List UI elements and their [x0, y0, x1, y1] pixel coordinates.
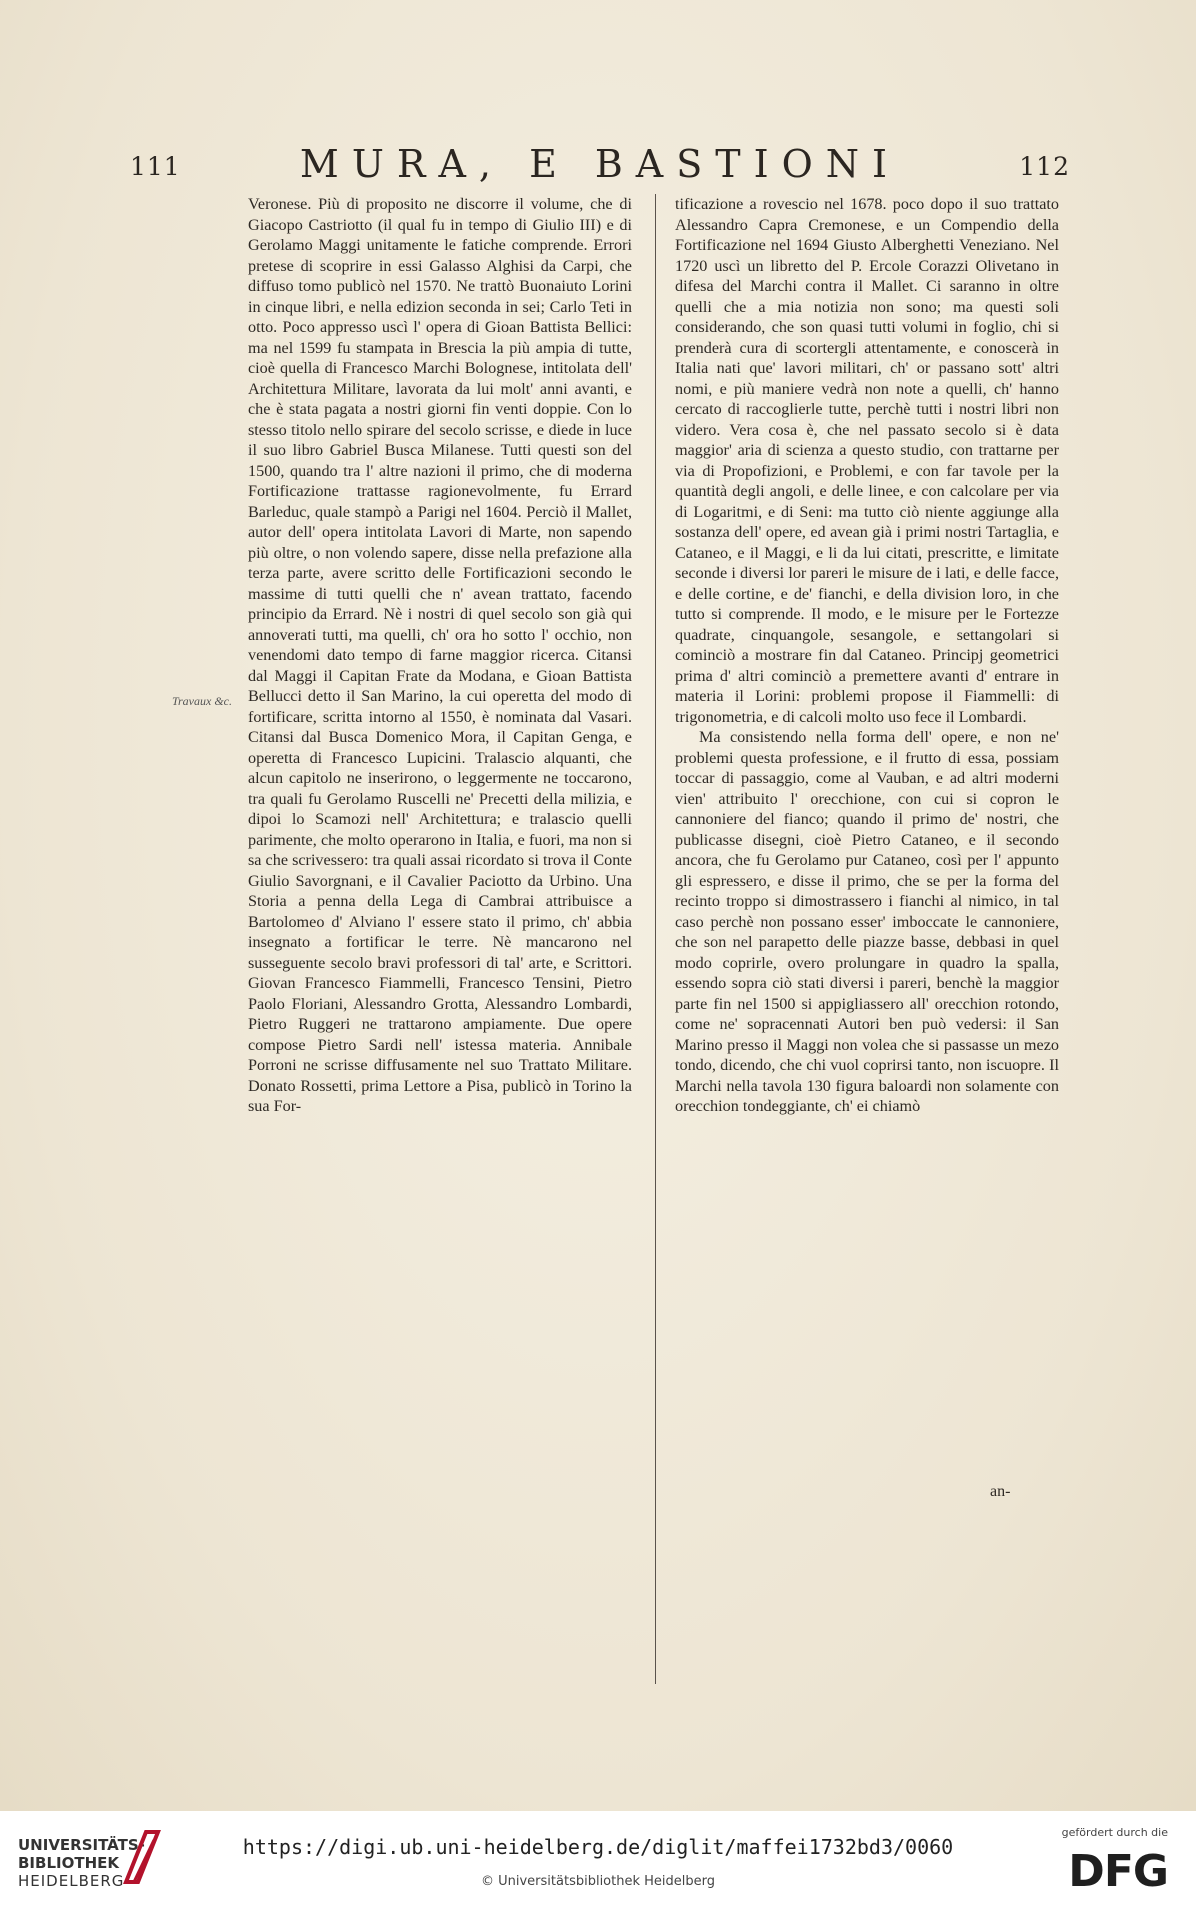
paragraph: tificazione a rovescio nel 1678. poco dopo il suo trattato Alessandro Capra Cremonese, e un Compendio della Fortificazione nel 1694 Giusto Alberghetti Veneziano. Nel 1720 uscì un libretto del P. Ercole Corazzi Olivetano in difesa del Marchi contra il Mallet. Ci saranno in oltre quelli che a mia notizia non sono; ma questi soli considerando, che son quasi tutti volumi in foglio, chi si prenderà cura di scortergli attentamente, e conoscerà in Italia nati que' lavori militari, ch' or passano sott' altri nomi, e più maniere vedrà non note a quelli, ch' hanno cercato di raccoglierle tutte, perchè tutti i nostri libri non videro. Vera cosa è, che nel passato secolo si è data maggior' aria di scienza a questo studio, con trattarne per via di Propofizioni, e Problemi, e con far tavole per la quantità degli angoli, e delle linee, e con calcolare per via di Logaritmi, e di Seni: ma tutto ciò niente aggiunge alla sostanza dell' opere, ed avean già i primi nostri Tartaglia, e Cataneo, e il Maggi, e li da lui citati, prescritte, e limitate seconde i diversi lor pareri le misure de i lati, e delle facce, e delle cortine, e de' fianchi, e della division loro, in che tutto si comprende. Il modo, e le misure per le Fortezze quadrate, cinquangole, sesangole, e settangolari si cominciò a mostrare fin dal Cataneo. Principj geometrici prima d' altri cominciò a premettere avanti d' entrare in materia il Lorini: problemi propose il Fiammelli: di trigonometria, e di calcoli molto uso fece il Lombardi.: [675, 195, 1059, 726]
permalink-url[interactable]: https://digi.ub.uni-heidelberg.de/diglit/maffei1732bd3/0060: [242, 1835, 954, 1859]
page-number-right: 112: [1019, 152, 1070, 181]
logo-line: UNIVERSITÄTS-: [18, 1836, 145, 1854]
left-column: [248, 194, 632, 1117]
logo-line: HEIDELBERG: [18, 1872, 125, 1890]
funding-note: gefördert durch die: [1061, 1826, 1168, 1839]
copyright-notice: © Universitätsbibliothek Heidelberg: [480, 1874, 715, 1889]
page-header: [130, 142, 1070, 190]
column-divider: [655, 194, 656, 1684]
paragraph: Ma consistendo nella forma dell' opere, e non ne' problemi questa professione, e il frutto di essa, possiam toccar di passaggio, come al Vauban, e ad altri moderni vien' attribuito l' orecchione, con cui si copron le cannoniere del fianco; quando il primo de' nostri, che publicasse disegni, cioè Pietro Cataneo, e il secondo ancora, che fu Gerolamo pur Cataneo, così per l' appunto gli espressero, e disse il primo, che se per la forma del recinto troppo si dimostrassero i fianchi al nimico, in tal caso perchè non possano esser' imboccate le cannoniere, che son nel parapetto delle piazze basse, debbasi in quel modo coprirle, overo prolungare in quadro la spalla, essendo sopra ciò stati diversi i pareri, benchè la maggior parte fin nel 1500 si appigliassero all' orecchion rotondo, come ne' sopracennati Autori ben può vedersi: il San Marino presso il Maggi non volea che si passasse un mezo tondo, dicendo, che chi vuol coprirsi tanto, non iscuopre. Il Marchi nella tavola 130 figura baloardi non solamente con orecchion tondeggiante, ch' ei chiamò: [675, 728, 1059, 1115]
right-column: [675, 194, 1059, 1117]
paragraph: Veronese. Più di proposito ne discorre il volume, che di Giacopo Castriotto (il qual fu in tempo di Giulio III) e di Gerolamo Maggi unitamente le fatiche comprende. Errori pretese di scoprire in essi Galasso Alghisi da Carpi, che diffuso tomo publicò nel 1570. Ne trattò Buonaiuto Lorini in cinque libri, e nella edizion seconda in sei; Carlo Teti in otto. Poco appresso uscì l' opera di Gioan Battista Bellici: ma nel 1599 fu stampata in Brescia la più ampia di tutte, cioè quella di Francesco Marchi Bolognese, intitolata dell' Architettura Militare, lavorata da lui molt' anni avanti, e che è stata pagata a nostri giorni fin venti doppie. Con lo stesso titolo nello spirare del secolo scrisse, e diede in luce il suo libro Gabriel Busca Milanese. Tutti questi son del 1500, quando tra l' altre nazioni il primo, che di moderna Fortificazione trattasse ragionevolmente, fu Errard Barleduc, quale stampò a Parigi nel 1604. Perciò il Mallet, autor dell' opera intitolata Lavori di Marte, non sapendo più oltre, o non volendo sapere, disse nella prefazione alla terza parte, avere scritto delle Fortificazioni secondo le massime di tutti quelli che n' avean trattato, facendo principio da Errard. Nè i nostri di quel secolo son già qui annoverati tutti, ma quelli, ch' ora ho sotto l' occhio, non venendomi dato tempo di farne maggior ricerca. Citansi dal Maggi il Capitan Frate da Modana, e Gioan Battista Bellucci detto il San Marino, la cui operetta del modo di fortificare, scritta intorno al 1550, è nominata dal Vasari. Citansi dal Busca Domenico Mora, il Capitan Genga, e operetta di Francesco Lupicini. Tralascio alquanti, che alcun capitolo ne inserirono, o leggermente ne toccarono, tra quali fu Gerolamo Ruscelli ne' Precetti della milizia, e dipoi lo Scamozi nell' Architettura; e tralascio quelli parimente, che molto operarono in Italia, e fuori, ma non si sa che scrivessero: tra quali assai ricordato si trova il Conte Giulio Savorgnani, e il Cavalier Paciotto da Urbino. Una Storia a penna della Lega di Cambrai attribuisce a Bartolomeo d' Alviano l' essere stato il primo, ch' abbia insegnato a fortificar le terre. Nè mancarono nel susseguente secolo bravi professori di tal' arte, e Scrittori. Giovan Francesco Fiammelli, Francesco Tensini, Pietro Paolo Floriani, Alessandro Grotta, Alessandro Lombardi, Pietro Ruggeri ne trattarono ampiamente. Due opere compose Pietro Sardi nell' istessa materia. Annibale Porroni ne scrisse diffusamente nel suo Trattato Militare. Donato Rossetti, prima Lettore a Pisa, publicò in Torino la sua For-: [248, 195, 632, 1115]
logo-line: BIBLIOTHEK: [18, 1854, 119, 1872]
page-number-left: 111: [130, 152, 181, 181]
running-title: MURA, E BASTIONI: [299, 142, 901, 186]
catchword: an-: [990, 1483, 1011, 1500]
margin-note: Travaux &c.: [172, 694, 232, 708]
dfg-logo[interactable]: DFG: [1068, 1846, 1168, 1897]
